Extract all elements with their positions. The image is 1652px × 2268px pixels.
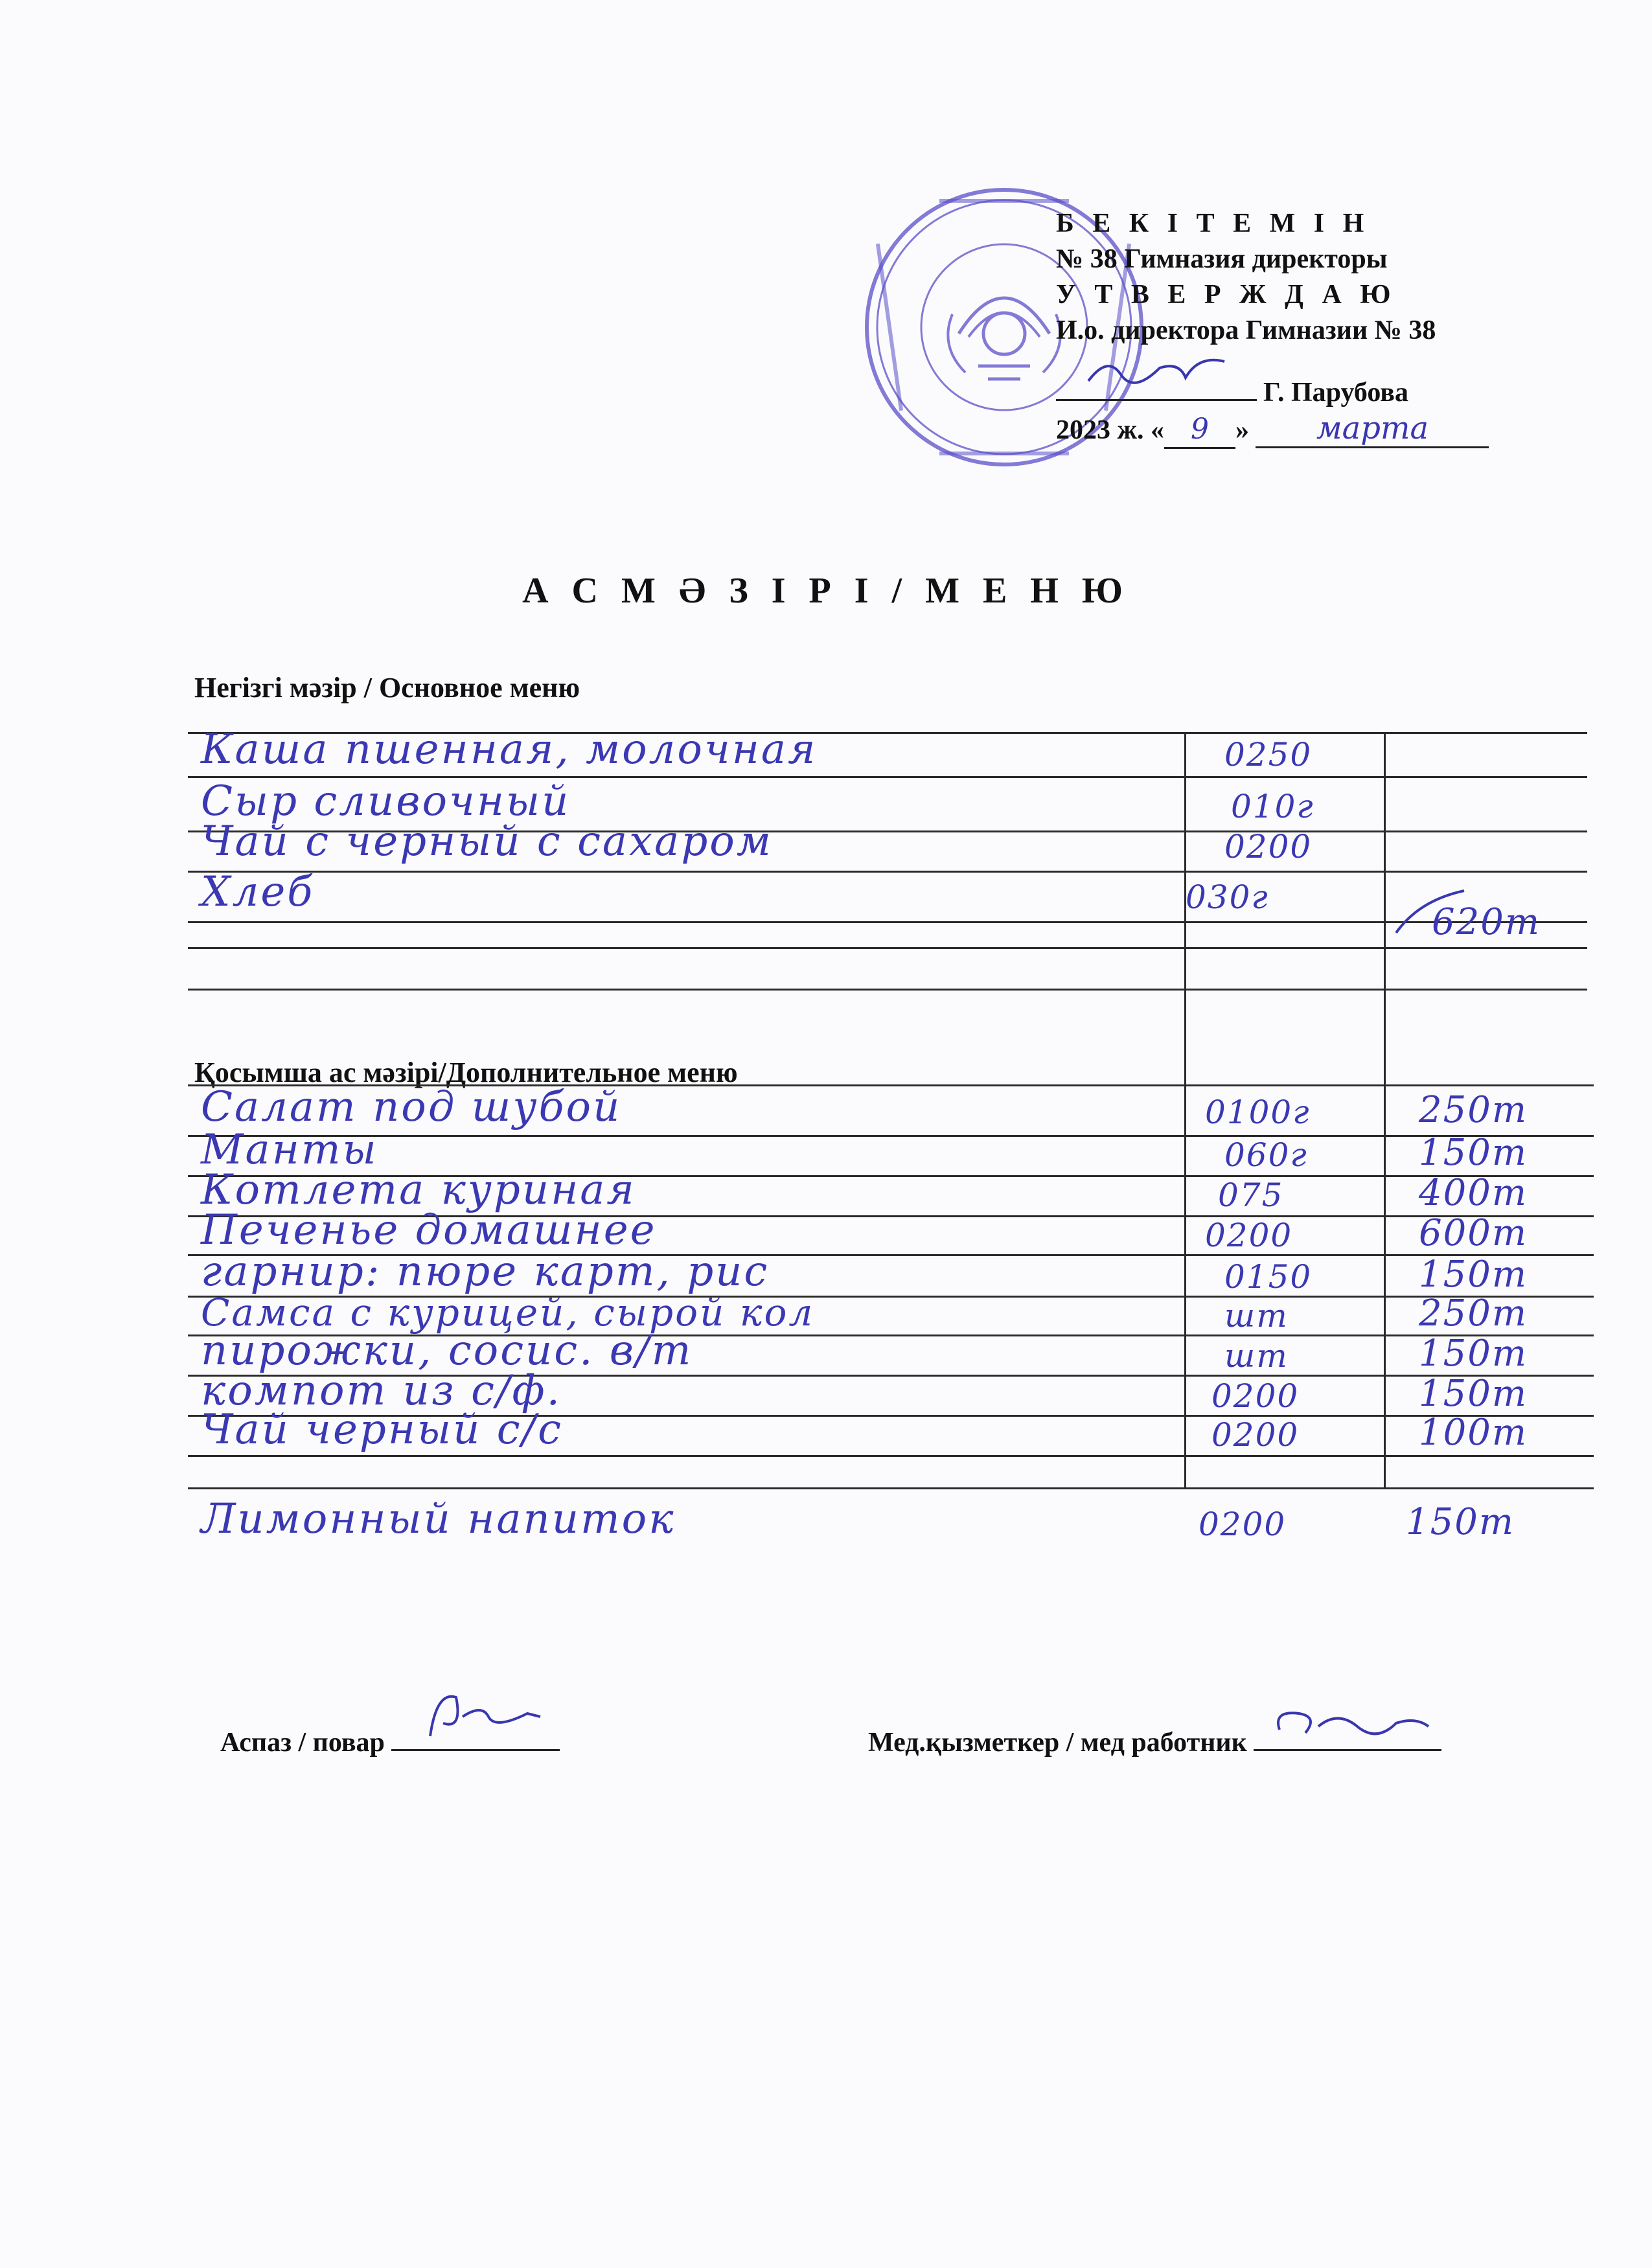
date-month: марта — [1256, 411, 1489, 448]
dish-name: гарнир: пюре карт, рис — [201, 1248, 770, 1296]
total-price: 620т — [1432, 901, 1541, 943]
dish-qty: 075 — [1218, 1176, 1284, 1214]
dish-name: Чай с черный с сахаром — [201, 818, 773, 865]
dish-price: 250т — [1419, 1292, 1528, 1334]
dish-price: 250т — [1419, 1089, 1528, 1131]
dish-name: Чай черный с/с — [201, 1406, 563, 1454]
list-item — [201, 818, 1587, 868]
dish-name: Каша пшенная, молочная — [201, 726, 818, 773]
dish-qty: 0150 — [1224, 1258, 1313, 1296]
dish-price: 150т — [1406, 1501, 1515, 1543]
dish-name: компот из с/ф. — [201, 1367, 562, 1415]
dish-qty: 030г — [1186, 878, 1269, 916]
med-signature — [1254, 1723, 1441, 1751]
dish-name: Самса с курицей, сырой кол — [201, 1290, 815, 1334]
main-menu-heading: Негізгі мәзір / Основное меню — [194, 672, 580, 704]
dish-name: Лимонный напиток — [201, 1495, 676, 1543]
dish-qty: 0200 — [1211, 1377, 1300, 1415]
med-signature-block — [868, 1723, 1441, 1758]
main-menu-total — [1393, 901, 1587, 946]
date-day: 9 — [1164, 411, 1235, 449]
dish-price: 150т — [1419, 1333, 1528, 1375]
director-name: Г. Парубова — [1263, 378, 1408, 407]
dish-price: 150т — [1419, 1254, 1528, 1296]
dish-qty: 0200 — [1211, 1416, 1300, 1454]
signature-icon — [417, 1678, 547, 1749]
dish-price: 150т — [1419, 1132, 1528, 1174]
dish-qty: 010г — [1231, 788, 1314, 825]
signature-icon — [1082, 349, 1276, 394]
approval-block — [1056, 206, 1587, 449]
dish-name: Котлета куриная — [201, 1166, 636, 1214]
dish-qty: 0200 — [1199, 1506, 1287, 1543]
dish-name: Хлеб — [201, 868, 315, 916]
dish-name: Печенье домашнее — [201, 1206, 657, 1254]
list-item — [201, 726, 1587, 776]
dish-name: Сыр сливочный — [201, 777, 571, 825]
list-item — [201, 868, 1587, 919]
extra-menu-heading: Қосымша ас мәзірі/Дополнительное меню — [194, 1057, 738, 1088]
list-item — [201, 1083, 1587, 1134]
dish-price: 600т — [1419, 1212, 1528, 1254]
cook-signature-block — [220, 1723, 560, 1758]
med-label: Мед.қызметкер / мед работник — [868, 1728, 1247, 1758]
dish-name: пирожки, сосис. в/т — [201, 1327, 693, 1375]
approve-kz: Б Е К І Т Е М І Н — [1056, 209, 1370, 238]
list-item — [201, 1495, 1587, 1546]
dish-qty: 0250 — [1224, 736, 1313, 773]
dish-qty: 0200 — [1224, 828, 1313, 865]
dish-qty: шт — [1224, 1297, 1289, 1334]
director-ru: И.о. директора Гимназии № 38 — [1056, 315, 1436, 345]
dish-qty: шт — [1224, 1337, 1289, 1375]
cook-signature — [391, 1723, 560, 1751]
dish-name: Манты — [201, 1126, 378, 1174]
dish-name: Салат под шубой — [201, 1083, 622, 1131]
signature-icon — [1260, 1697, 1441, 1749]
date-prefix: 2023 ж. « — [1056, 415, 1164, 445]
dish-qty: 0100г — [1205, 1094, 1311, 1131]
dish-qty: 0200 — [1205, 1217, 1293, 1254]
list-item — [201, 1406, 1587, 1456]
dish-price: 400т — [1419, 1172, 1528, 1214]
page-title: А С М Ә З І Р І / М Е Н Ю — [522, 571, 1130, 611]
director-kz: № 38 Гимназия директоры — [1056, 244, 1388, 274]
date-sep: » — [1235, 415, 1249, 445]
director-signature — [1056, 374, 1257, 401]
dish-qty: 060г — [1224, 1136, 1308, 1174]
cook-label: Аспаз / повар — [220, 1728, 385, 1758]
dish-price: 150т — [1419, 1373, 1528, 1415]
dish-price: 100т — [1419, 1412, 1528, 1454]
approve-ru: У Т В Е Р Ж Д А Ю — [1056, 280, 1397, 310]
